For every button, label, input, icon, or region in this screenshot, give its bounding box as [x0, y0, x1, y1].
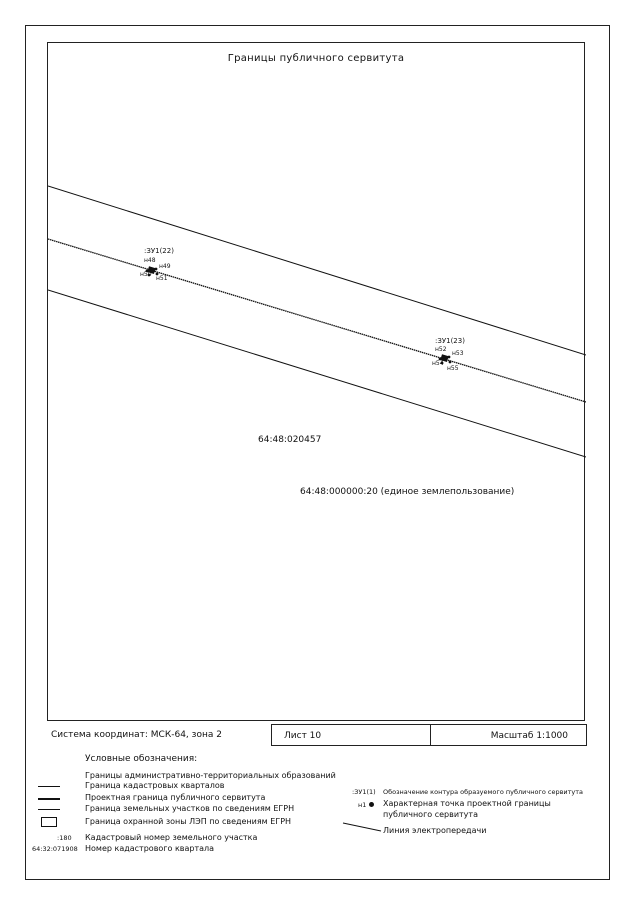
point-label: н48	[144, 257, 156, 264]
servitude-boundary-symbol	[38, 798, 60, 800]
parcel-number-sample: :180	[57, 834, 72, 842]
legend-contour: Обозначение контура образуемого публичного сервитута	[383, 788, 584, 796]
quarter-number-sample: 64:32:071908	[32, 845, 78, 853]
coord-system-label: Система координат: МСК-64, зона 2	[51, 730, 222, 740]
sheet-number: Лист 10	[271, 724, 431, 746]
page-title: Границы публичного сервитута	[227, 53, 405, 64]
protection-zone-top-line	[48, 186, 586, 355]
boundary-point	[449, 361, 452, 364]
point-label: н49	[159, 263, 171, 270]
legend-parcel-number: Кадастровый номер земельного участка	[85, 833, 258, 842]
point-label: н50	[140, 271, 152, 278]
boundary-point	[155, 268, 158, 271]
contour-label-1: :ЗУ1(22)	[144, 247, 174, 255]
legend-servitude-boundary: Проектная граница публичного сервитута	[85, 793, 266, 802]
legend-point-line-1: Характерная точка проектной границы	[383, 799, 551, 808]
point-sample-dot	[369, 802, 374, 807]
point-label: н54	[432, 360, 444, 367]
point-label: н51	[156, 275, 168, 282]
legend	[30, 750, 610, 875]
boundary-point	[448, 356, 451, 359]
map-drawing	[48, 43, 586, 722]
scale-label: Масштаб 1:1000	[430, 724, 587, 746]
protection-zone-symbol	[41, 817, 57, 827]
legend-power-line: Линия электропередачи	[383, 826, 487, 835]
legend-protection-zone: Граница охранной зоны ЛЭП по сведениям ЕГРН	[85, 817, 292, 826]
legend-quarter-number: Номер кадастрового квартала	[85, 844, 215, 853]
quarter-number-label: 64:48:020457	[258, 435, 322, 445]
protection-zone-bottom-line	[48, 290, 586, 457]
legend-admin-boundary: Границы административно-территориальных образований	[85, 771, 336, 780]
power-line-center	[48, 239, 586, 402]
parcel-number-label: 64:48:000000:20 (единое землепользование)	[300, 487, 515, 497]
power-line-symbol	[342, 820, 382, 834]
cadastral-quarter-boundary-symbol	[38, 786, 60, 787]
map-area	[47, 42, 585, 721]
point-label: н53	[452, 350, 464, 357]
legend-cadastral-quarter-boundary: Граница кадастровых кварталов	[85, 781, 225, 790]
contour-label-2: :ЗУ1(23)	[435, 337, 465, 345]
point-label: н52	[435, 346, 447, 353]
parcel-boundary-symbol	[38, 809, 60, 810]
legend-heading: Условные обозначения:	[85, 754, 198, 764]
point-label: н55	[447, 365, 459, 372]
sheet-info-row	[47, 724, 587, 746]
point-sample: н1	[358, 801, 367, 809]
legend-parcel-boundary: Граница земельных участков по сведениям ЕГРН	[85, 804, 295, 813]
legend-point-line-2: публичного сервитута	[383, 810, 478, 819]
contour-sample: :ЗУ1(1)	[352, 788, 376, 796]
